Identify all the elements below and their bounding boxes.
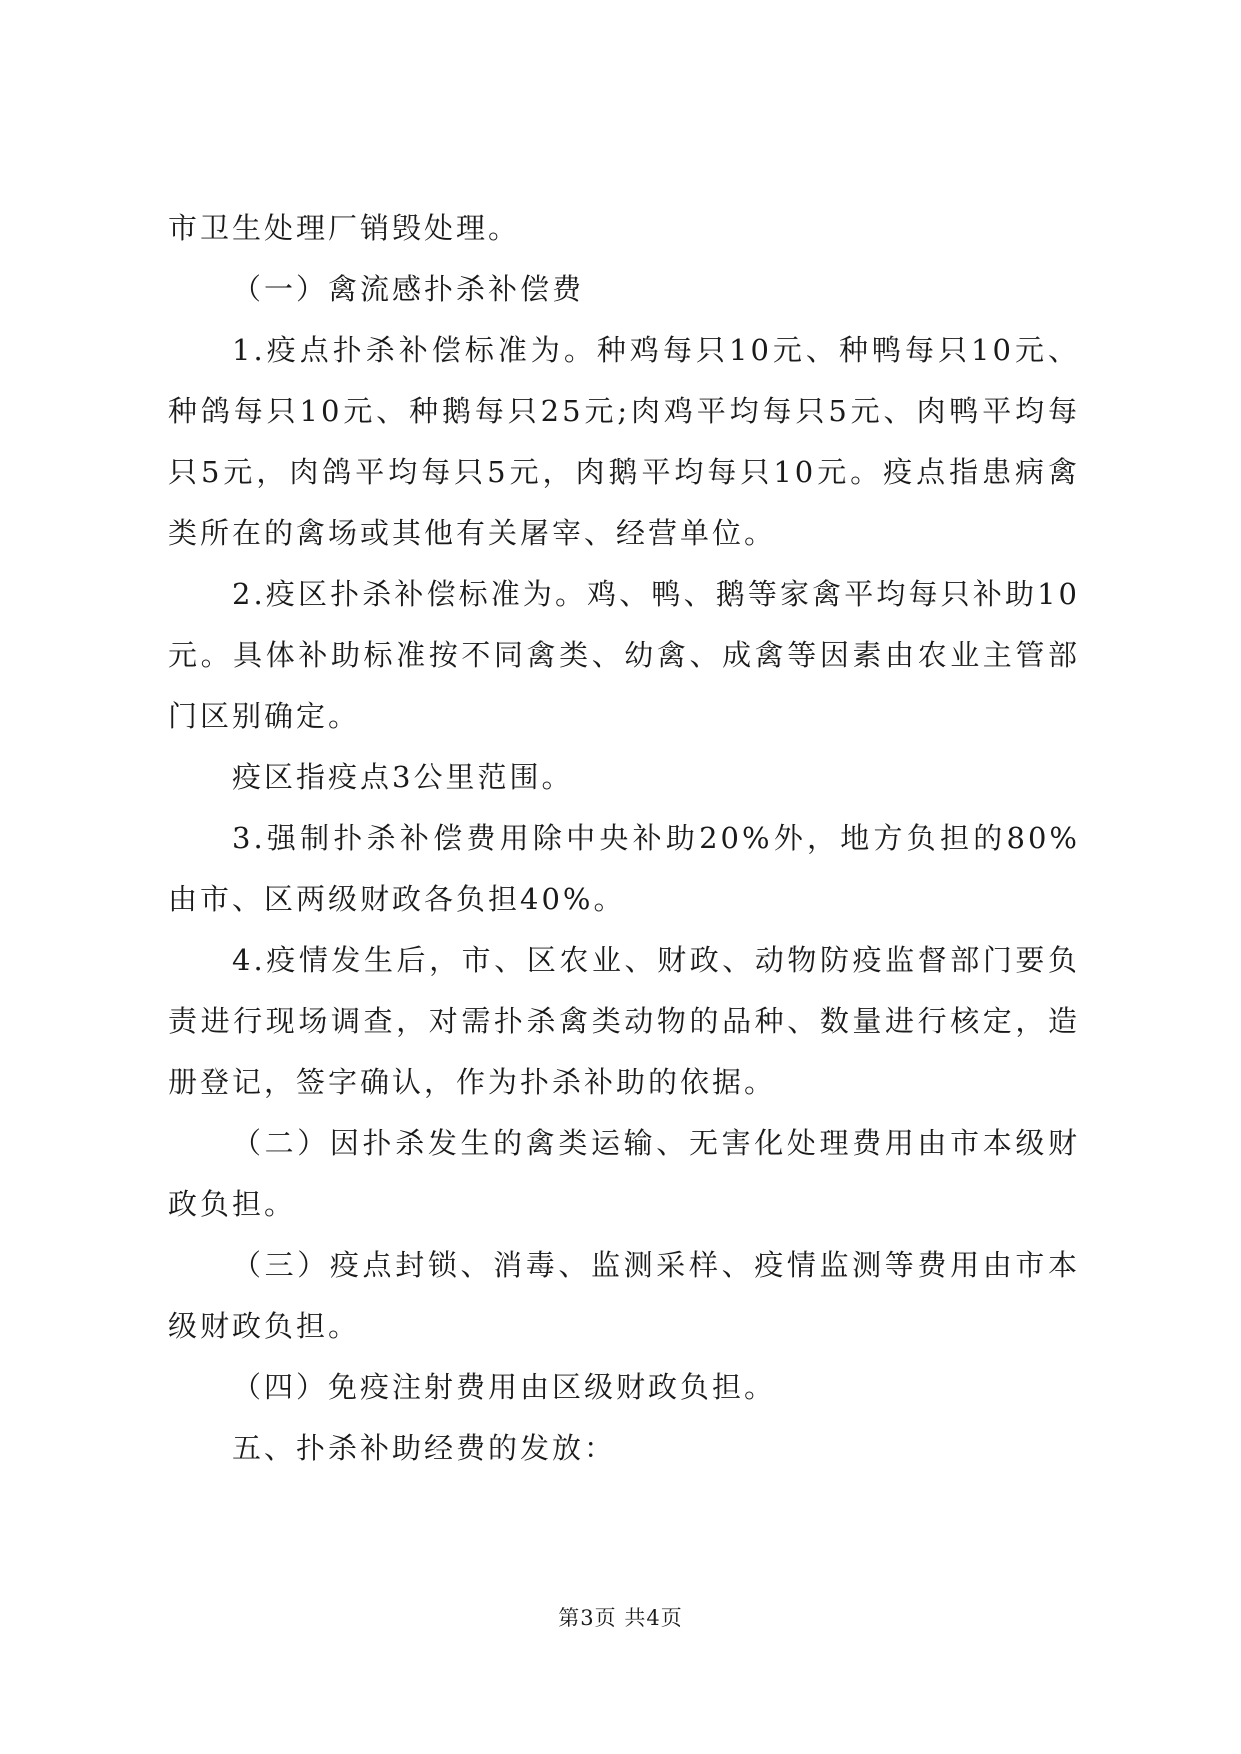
paragraph-8: （二）因扑杀发生的禽类运输、无害化处理费用由市本级财政负担。 — [168, 1126, 1080, 1221]
paragraph-9: （三）疫点封锁、消毒、监测采样、疫情监测等费用由市本级财政负担。 — [168, 1248, 1080, 1343]
paragraph-11: 五、扑杀补助经费的发放： — [232, 1431, 617, 1465]
paragraph-6: 3.强制扑杀补偿费用除中央补助20%外，地方负担的80%由市、区两级财政各负担40%。 — [168, 821, 1080, 916]
paragraph-7: 4.疫情发生后，市、区农业、财政、动物防疫监督部门要负责进行现场调查，对需扑杀禽类动物的品种、数量进行核定，造册登记，签字确认，作为扑杀补助的依据。 — [168, 943, 1080, 1099]
paragraph-4: 2.疫区扑杀补偿标准为。鸡、鸭、鹅等家禽平均每只补助10元。具体补助标准按不同禽类、幼禽、成禽等因素由农业主管部门区别确定。 — [168, 577, 1080, 733]
paragraph-2: （一）禽流感扑杀补偿费 — [232, 272, 585, 306]
body-text — [168, 198, 1080, 1479]
paragraph-1: 市卫生处理厂销毁处理。 — [168, 211, 521, 245]
page-number-footer: 第3页 共4页 — [558, 1606, 683, 1630]
paragraph-10: （四）免疫注射费用由区级财政负担。 — [232, 1370, 777, 1404]
paragraph-3: 1.疫点扑杀补偿标准为。种鸡每只10元、种鸭每只10元、种鸽每只10元、种鹅每只25元;肉鸡平均每只5元、肉鸭平均每只5元，肉鸽平均每只5元，肉鹅平均每只10元。疫点指患病禽类所在的禽场或其他有关屠宰、经营单位。 — [168, 333, 1080, 550]
paragraph-5: 疫区指疫点3公里范围。 — [232, 760, 574, 794]
